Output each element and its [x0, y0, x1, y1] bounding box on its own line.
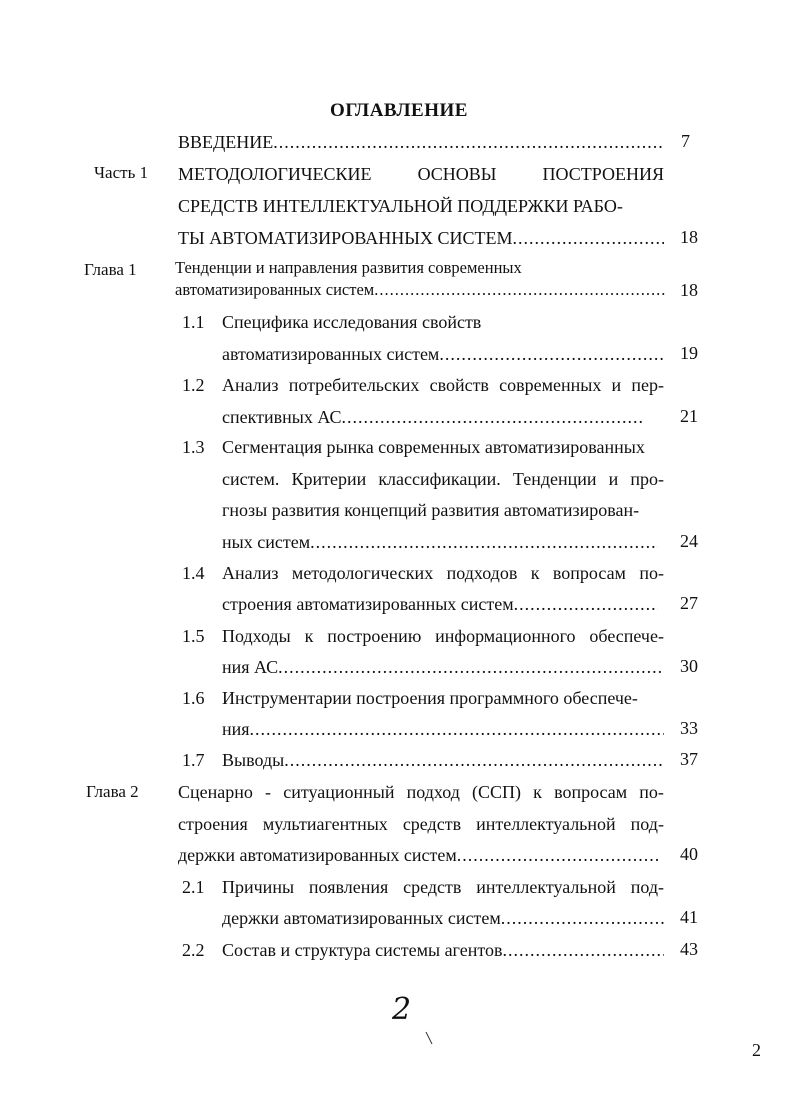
toc-entry-chapter1-line1: Тенденции и направления развития современных	[175, 258, 522, 277]
leader-dots	[501, 907, 664, 929]
word: и	[611, 375, 622, 395]
toc-entry-1-6-line1: Инструментарии построения программного обеспече-	[222, 688, 638, 708]
toc-page-number: 24	[680, 531, 698, 551]
toc-page-number: 30	[680, 656, 698, 676]
toc-entry-1-3-line1: Сегментация рынка современных автоматизированных	[222, 437, 645, 457]
word: и	[608, 469, 619, 489]
toc-page-number: 41	[680, 907, 698, 927]
word: -	[265, 782, 272, 802]
toc-entry-label: держки автоматизированных систем	[222, 908, 501, 928]
word: Тенденции	[512, 469, 597, 489]
toc-page-number: 21	[680, 406, 698, 426]
word: Критерии	[291, 469, 367, 489]
toc-entry-1-4-line1	[222, 562, 664, 584]
word: под-	[630, 814, 664, 834]
word: по-	[639, 563, 664, 583]
toc-entry-label: держки автоматизированных систем	[178, 845, 457, 865]
leader-dots	[512, 227, 664, 249]
leader-dots	[341, 406, 642, 428]
word: классификации.	[378, 469, 501, 489]
toc-page-number: 18	[680, 280, 698, 300]
toc-title: ОГЛАВЛЕНИЕ	[330, 100, 468, 121]
toc-page-number: 43	[680, 939, 698, 959]
word: ПОСТРОЕНИЯ	[542, 164, 664, 184]
word: Подходы	[222, 626, 291, 646]
word: к	[533, 782, 542, 802]
toc-entry-2-1-line1	[222, 876, 664, 898]
section-number: 1.7	[182, 750, 205, 770]
toc-page-number: 19	[680, 343, 698, 363]
section-number: 1.4	[182, 563, 205, 583]
toc-entry-label: автоматизированных систем	[222, 344, 440, 364]
toc-entry-1-5-line1	[222, 625, 664, 647]
toc-entry-1-7	[222, 749, 664, 771]
part-label: Часть 1	[94, 163, 149, 182]
toc-entry-label: Выводы	[222, 750, 285, 770]
word: интеллектуальной	[476, 877, 616, 897]
toc-entry-chapter1-line2	[175, 280, 666, 300]
leader-dots	[502, 939, 664, 961]
word: интеллектуальной	[476, 814, 616, 834]
handwritten-page-mark: 2	[392, 992, 412, 1027]
word: (ССП)	[472, 782, 522, 802]
toc-page-number: 7	[681, 131, 690, 151]
word: потребительских	[288, 375, 420, 395]
toc-entry-label: строения автоматизированных систем	[222, 594, 514, 614]
section-number: 2.1	[182, 877, 205, 897]
toc-entry-1-4-line2	[222, 593, 658, 615]
toc-entry-chapter2-line2	[178, 813, 664, 835]
toc-entry-part1-line2: СРЕДСТВ ИНТЕЛЛЕКТУАЛЬНОЙ ПОДДЕРЖКИ РАБО-	[178, 196, 623, 216]
word: систем.	[222, 469, 280, 489]
toc-entry-label: ния АС	[222, 657, 279, 677]
word: информационного	[435, 626, 576, 646]
word: мультиагентных	[262, 814, 388, 834]
leader-dots	[310, 531, 658, 553]
toc-entry-label: ния	[222, 719, 250, 739]
leader-dots	[457, 844, 658, 866]
word: средств	[403, 877, 462, 897]
word: свойств	[429, 375, 489, 395]
toc-page-number: 33	[680, 718, 698, 738]
toc-entry-1-5-line2	[222, 656, 664, 678]
word: по-	[639, 782, 664, 802]
toc-entry-2-2	[222, 939, 664, 961]
toc-entry-1-1-line1: Специфика исследования свойств	[222, 312, 482, 332]
toc-entry-1-3-line4	[222, 531, 658, 553]
toc-entry-1-2-line2	[222, 406, 642, 428]
word: Анализ	[222, 563, 279, 583]
toc-entry-1-3-line3: гнозы развития концепций развития автоматизирован-	[222, 500, 640, 520]
word: появления	[308, 877, 389, 897]
toc-entry-part1-line3	[178, 227, 664, 249]
pen-stroke-mark	[424, 1030, 434, 1046]
section-number: 1.6	[182, 688, 205, 708]
word: про-	[630, 469, 664, 489]
leader-dots	[278, 656, 664, 678]
word: МЕТОДОЛОГИЧЕСКИЕ	[178, 164, 372, 184]
toc-entry-label: спективных АС	[222, 407, 342, 427]
section-number: 1.2	[182, 375, 205, 395]
section-number: 1.1	[182, 312, 205, 332]
toc-entry-label: Состав и структура системы агентов	[222, 940, 503, 960]
leader-dots	[374, 280, 666, 300]
word: современных	[499, 375, 602, 395]
toc-entry-label: ТЫ АВТОМАТИЗИРОВАННЫХ СИСТЕМ	[178, 228, 513, 248]
section-number: 2.2	[182, 940, 205, 960]
word: Сценарно	[178, 782, 253, 802]
section-number: 1.3	[182, 437, 205, 457]
chapter-label: Глава 2	[86, 782, 139, 801]
toc-entry-chapter2-line1	[178, 781, 664, 803]
chapter-label: Глава 1	[84, 260, 137, 279]
page-number: 2	[752, 1040, 761, 1060]
word: подход	[406, 782, 460, 802]
leader-dots	[514, 593, 658, 615]
word: ОСНОВЫ	[417, 164, 497, 184]
word: к	[530, 563, 540, 583]
toc-entry-intro	[178, 131, 664, 153]
word: к	[304, 626, 314, 646]
toc-entry-1-2-line1	[222, 374, 664, 396]
word: ситуационный	[283, 782, 395, 802]
toc-entry-1-6-line2	[222, 718, 664, 740]
leader-dots	[273, 131, 664, 153]
toc-page-number: 27	[680, 593, 698, 613]
word: строения	[178, 814, 248, 834]
word: под-	[630, 877, 664, 897]
toc-entry-1-1-line2	[222, 343, 664, 365]
leader-dots	[439, 343, 664, 365]
section-number: 1.5	[182, 626, 205, 646]
leader-dots	[250, 718, 664, 740]
toc-page-number: 37	[680, 749, 698, 769]
word: обеспече-	[589, 626, 664, 646]
word: построению	[327, 626, 422, 646]
word: Причины	[222, 877, 295, 897]
word: вопросам	[554, 782, 628, 802]
toc-entry-label: ных систем	[222, 532, 311, 552]
toc-entry-chapter2-line3	[178, 844, 658, 866]
toc-page-number: 18	[680, 227, 698, 247]
word: методологических	[291, 563, 434, 583]
toc-entry-label: ВВЕДЕНИЕ	[178, 132, 274, 152]
toc-entry-label: автоматизированных систем	[175, 280, 375, 299]
toc-entry-2-1-line2	[222, 907, 664, 929]
word: средств	[402, 814, 462, 834]
toc-entry-1-3-line2	[222, 468, 664, 490]
toc-page-number: 40	[680, 844, 698, 864]
word: Анализ	[222, 375, 279, 395]
toc-entry-part1-line1	[178, 163, 664, 185]
leader-dots	[284, 749, 664, 771]
word: вопросам	[552, 563, 626, 583]
word: подходов	[446, 563, 518, 583]
word: пер-	[631, 375, 664, 395]
